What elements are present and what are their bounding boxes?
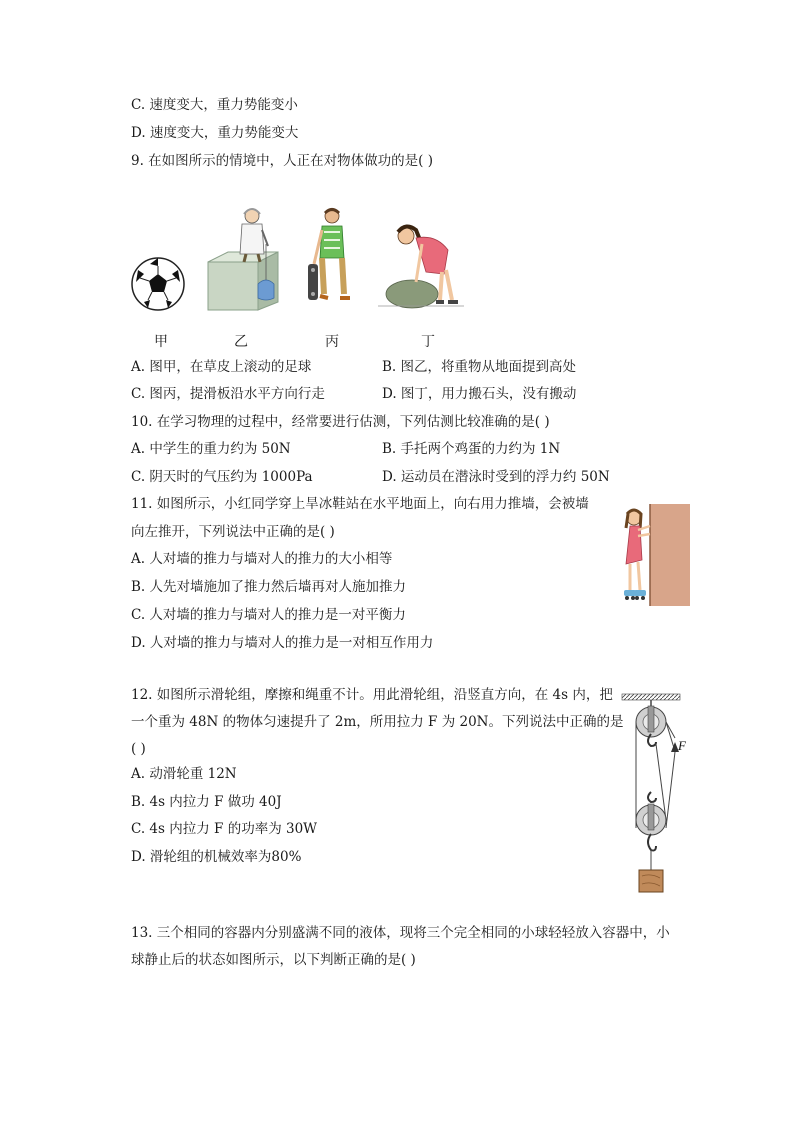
- q8-option-d: D. 速度变大，重力势能变大: [131, 125, 299, 141]
- figure-caption-yi: 乙: [234, 334, 248, 350]
- q11-option-b: B. 人先对墙施加了推力然后墙再对人施加推力: [131, 579, 407, 595]
- q12-stem-line3: ( ): [131, 741, 146, 757]
- q10-option-d: D. 运动员在潜泳时受到的浮力约 50N: [382, 469, 610, 485]
- q8-option-c: C. 速度变大，重力势能变小: [131, 97, 298, 113]
- girl-pushing-rock-figure: [376, 220, 466, 312]
- soccer-ball-figure: [130, 256, 186, 312]
- q12-stem-line1: 12. 如图所示滑轮组，摩擦和绳重不计。用此滑轮组，沿竖直方向，在 4s 内，把: [131, 687, 613, 703]
- q10-option-b: B. 手托两个鸡蛋的力约为 1N: [382, 441, 561, 457]
- force-label: F: [678, 738, 686, 753]
- boy-with-skateboard-figure: [306, 206, 354, 312]
- q12-option-d: D. 滑轮组的机械效率为80%: [131, 849, 302, 865]
- girl-pushing-wall-figure: [620, 504, 690, 606]
- q10-stem: 10. 在学习物理的过程中，经常要进行估测，下列估测比较准确的是( ): [131, 414, 550, 430]
- figure-caption-bing: 丙: [325, 334, 339, 350]
- q9-option-b: B. 图乙，将重物从地面提到高处: [382, 359, 577, 375]
- q12-option-c: C. 4s 内拉力 F 的功率为 30W: [131, 821, 318, 837]
- q12-stem-line2: 一个重为 48N 的物体匀速提升了 2m，所用拉力 F 为 20N。下列说法中正确的是: [131, 714, 624, 730]
- q11-option-d: D. 人对墙的推力与墙对人的推力是一对相互作用力: [131, 635, 434, 651]
- q11-stem-line1: 11. 如图所示，小红同学穿上旱冰鞋站在水平地面上，向右用力推墙，会被墙: [131, 496, 589, 512]
- q11-stem-line2: 向左推开，下列说法中正确的是( ): [131, 524, 335, 540]
- q9-stem: 9. 在如图所示的情境中，人正在对物体做功的是( ): [131, 153, 433, 169]
- figure-caption-jia: 甲: [154, 334, 168, 350]
- q9-option-d: D. 图丁，用力搬石头，没有搬动: [382, 386, 577, 402]
- q10-option-a: A. 中学生的重力约为 50N: [131, 441, 291, 457]
- q11-option-c: C. 人对墙的推力与墙对人的推力是一对平衡力: [131, 607, 406, 623]
- q11-option-a: A. 人对墙的推力与墙对人的推力的大小相等: [131, 551, 393, 567]
- q12-option-a: A. 动滑轮重 12N: [131, 766, 237, 782]
- q9-option-a: A. 图甲，在草皮上滚动的足球: [131, 359, 312, 375]
- old-man-lifting-figure: [206, 206, 280, 312]
- q13-stem-line1: 13. 三个相同的容器内分别盛满不同的液体，现将三个完全相同的小球轻轻放入容器中，小: [131, 925, 670, 941]
- q12-option-b: B. 4s 内拉力 F 做功 40J: [131, 794, 282, 810]
- figure-caption-ding: 丁: [421, 334, 435, 350]
- pulley-system-figure: [618, 690, 700, 896]
- q13-stem-line2: 球静止后的状态如图所示，以下判断正确的是( ): [131, 952, 416, 968]
- q9-option-c: C. 图丙，提滑板沿水平方向行走: [131, 386, 325, 402]
- q10-option-c: C. 阴天时的气压约为 1000Pa: [131, 469, 313, 485]
